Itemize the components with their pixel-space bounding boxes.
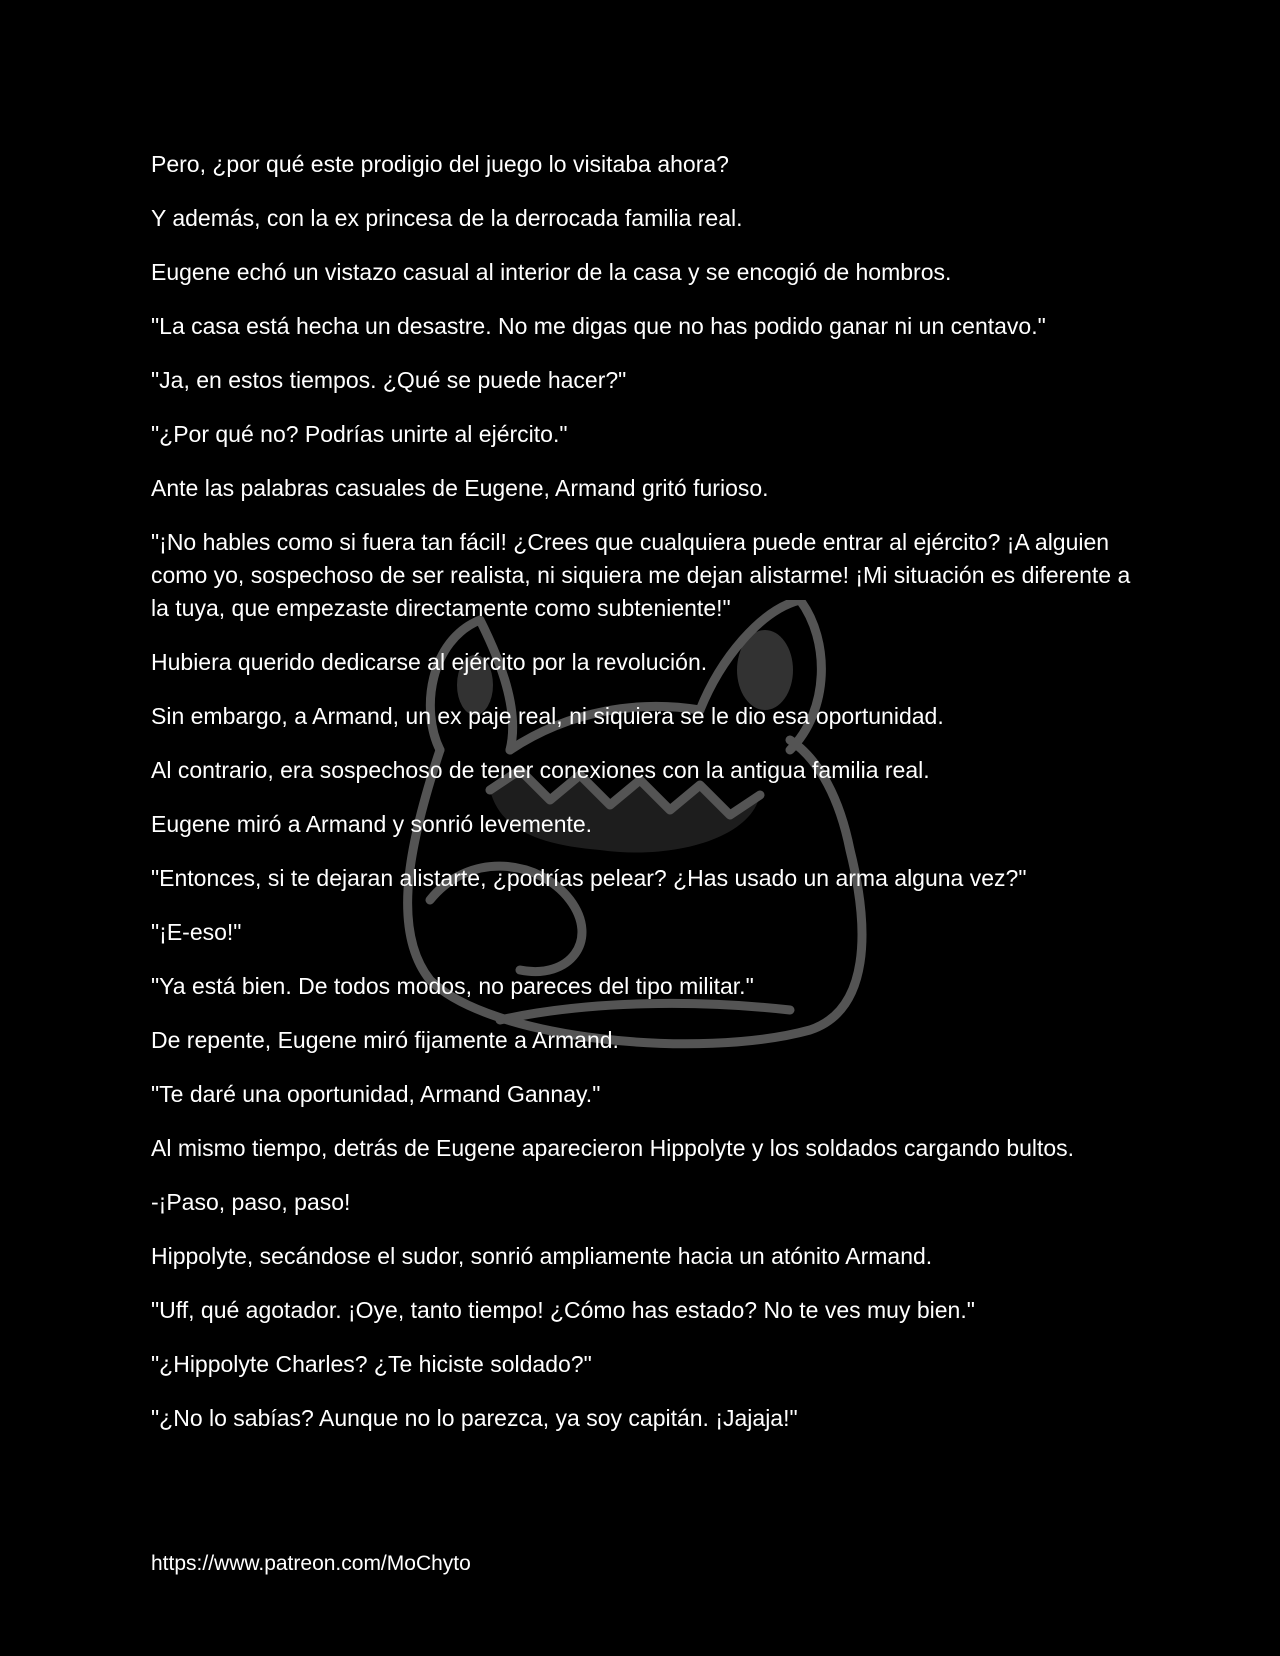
paragraph: "¡No hables como si fuera tan fácil! ¿Crees que cualquiera puede entrar al ejército? ¡A alguien como yo, sospechoso de ser realista, ni siquiera me dejan alistarme! ¡Mi situación es diferente a la tuya, que empezaste directamente como subteniente!" (151, 529, 1131, 621)
paragraph: -¡Paso, paso, paso! (151, 1189, 351, 1215)
paragraph: "La casa está hecha un desastre. No me digas que no has podido ganar ni un centavo." (151, 313, 1046, 339)
paragraph: Al contrario, era sospechoso de tener conexiones con la antigua familia real. (151, 757, 930, 783)
paragraph: "¡E-eso!" (151, 919, 242, 945)
paragraph: Hippolyte, secándose el sudor, sonrió ampliamente hacia un atónito Armand. (151, 1243, 933, 1269)
paragraph: Ante las palabras casuales de Eugene, Armand gritó furioso. (151, 475, 769, 501)
paragraph: De repente, Eugene miró fijamente a Armand. (151, 1027, 619, 1053)
paragraph: "Entonces, si te dejaran alistarte, ¿podrías pelear? ¿Has usado un arma alguna vez?" (151, 865, 1027, 891)
paragraph: "¿No lo sabías? Aunque no lo parezca, ya soy capitán. ¡Jajaja!" (151, 1405, 798, 1431)
paragraph: Pero, ¿por qué este prodigio del juego lo visitaba ahora? (151, 151, 729, 177)
paragraph: Y además, con la ex princesa de la derrocada familia real. (151, 205, 743, 231)
paragraph: "¿Por qué no? Podrías unirte al ejército." (151, 421, 568, 447)
paragraph: Sin embargo, a Armand, un ex paje real, ni siquiera se le dio esa oportunidad. (151, 703, 944, 729)
paragraph: "¿Hippolyte Charles? ¿Te hiciste soldado?" (151, 1351, 592, 1377)
story-text (151, 148, 1141, 1456)
paragraph: Eugene echó un vistazo casual al interior de la casa y se encogió de hombros. (151, 259, 952, 285)
paragraph: Hubiera querido dedicarse al ejército por la revolución. (151, 649, 708, 675)
paragraph: "Te daré una oportunidad, Armand Gannay." (151, 1081, 601, 1107)
paragraph: Al mismo tiempo, detrás de Eugene aparecieron Hippolyte y los soldados cargando bultos. (151, 1135, 1075, 1161)
paragraph: "Ja, en estos tiempos. ¿Qué se puede hacer?" (151, 367, 627, 393)
paragraph: Eugene miró a Armand y sonrió levemente. (151, 811, 593, 837)
patreon-link[interactable]: https://www.patreon.com/MoChyto (151, 1552, 471, 1575)
paragraph: "Uff, qué agotador. ¡Oye, tanto tiempo! ¿Cómo has estado? No te ves muy bien." (151, 1297, 975, 1323)
paragraph: "Ya está bien. De todos modos, no pareces del tipo militar." (151, 973, 754, 999)
